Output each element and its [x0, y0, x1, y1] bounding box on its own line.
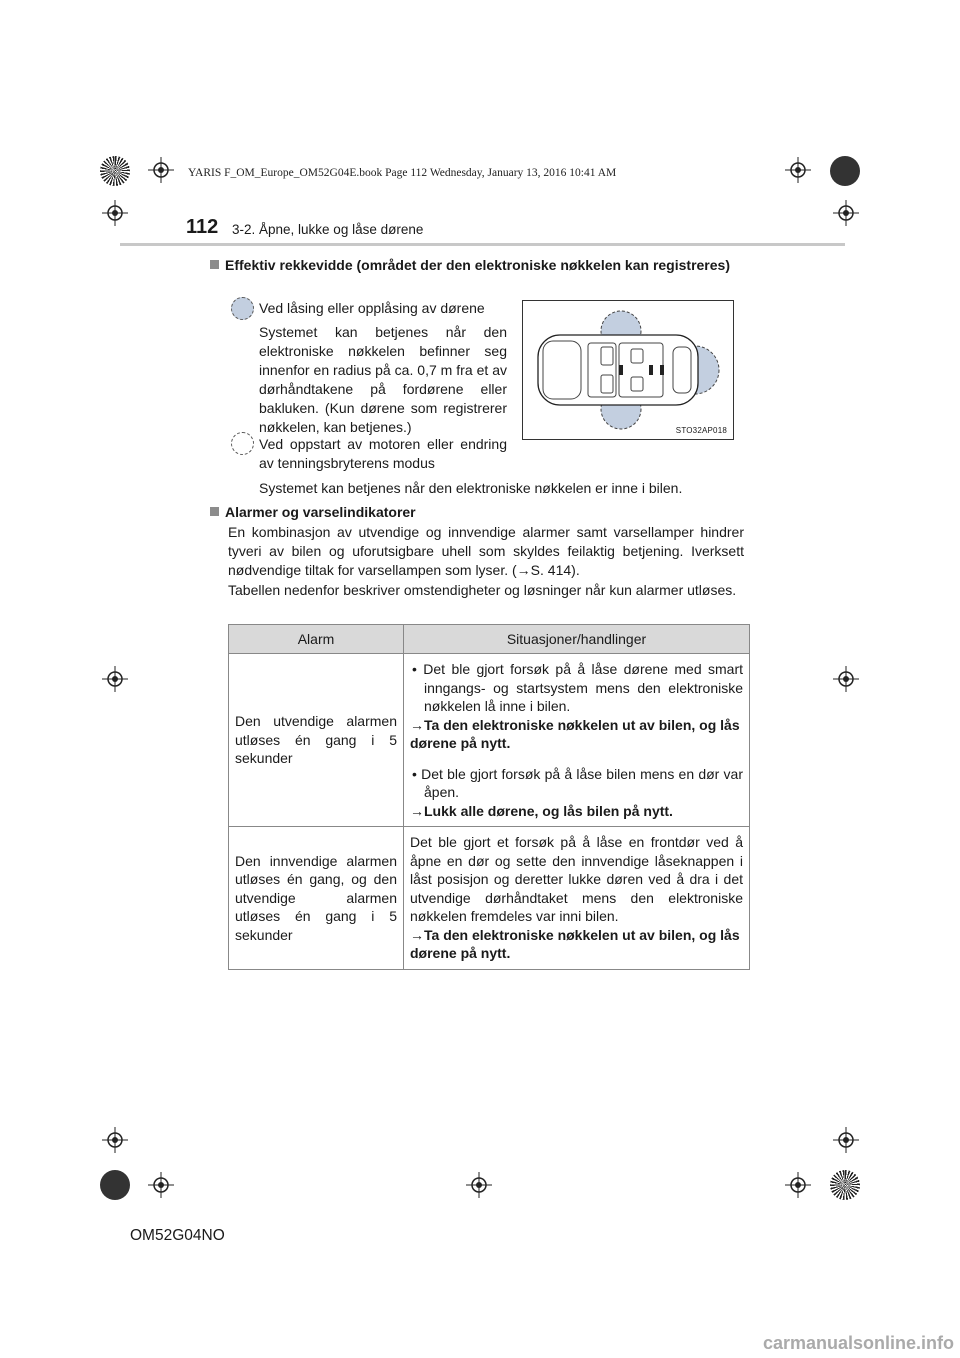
watermark-site: carmanualsonline.info: [762, 1333, 954, 1353]
situation-text: Det ble gjort et forsøk på å låse en frontdør ved å åpne en dør og sette den innvendige låseknappen i låst posisjon og deretter lukke døren ved å dra i det utvendige dørhåndtaket mens den elektroniske nøkkelen fremdeles var inni bilen.: [410, 834, 743, 924]
table-row: [229, 827, 750, 970]
book-meta: YARIS F_OM_Europe_OM52G04E.book Page 112 Wednesday, January 13, 2016 10:41 AM: [188, 167, 617, 179]
range-fill-circle-icon: [231, 297, 254, 320]
table-header-row: [229, 625, 750, 654]
effective-range-heading: Effektiv rekkevidde (området der den elektroniske nøkkelen kan registreres): [210, 256, 744, 275]
car-topview-illustration: [523, 301, 733, 439]
alarms-paragraph: En kombinasjon av utvendige og innvendige alarmer samt varsellamper hindrer tyveri av bilen og uforutsigbare uhell som skyldes feilaktig betjening. Iverksett nødvendige tiltak for varsellampen som lyser. (→S. 414).: [228, 524, 744, 578]
car-range-figure: [522, 300, 734, 440]
situation-bullet: • Det ble gjort forsøk på å låse dørene med smart inngangs- og startsystem mens den elektroniske nøkkelen lå inne i bilen.: [412, 661, 743, 714]
registration-mark: [102, 666, 128, 692]
registration-mark: [785, 157, 811, 183]
situation-cell: [404, 654, 750, 827]
registration-mark: [833, 666, 859, 692]
square-bullet-icon: [210, 507, 219, 516]
range-outline-circle-icon: [231, 432, 254, 455]
registration-mark: [785, 1172, 811, 1198]
situation-cell: [404, 827, 750, 970]
registration-mark: [102, 200, 128, 226]
registration-mark: [148, 1172, 174, 1198]
range-item-title: Ved oppstart av motoren eller endring av tenningsbryterens modus: [259, 436, 507, 471]
situation-bullet: • Det ble gjort forsøk på å låse bilen mens en dør var åpen.: [412, 765, 743, 800]
table-header-cell: Situasjoner/handlinger: [404, 625, 750, 654]
action-text: →Ta den elektroniske nøkkelen ut av bilen, og lås dørene på nytt.: [410, 716, 740, 751]
page-number: 112: [186, 216, 219, 238]
square-bullet-icon: [210, 260, 219, 269]
range-item-text: Systemet kan betjenes når den elektroniske nøkkelen er inne i bilen.: [259, 480, 683, 496]
action-text: →Lukk alle dørene, og lås bilen på nytt.: [410, 802, 673, 819]
registration-mark: [833, 200, 859, 226]
color-wheel-mark: [830, 156, 860, 186]
header-rule: [120, 243, 845, 246]
color-wheel-mark: [100, 156, 130, 186]
figure-code: STO32AP018: [675, 426, 727, 435]
color-wheel-mark: [100, 1170, 130, 1200]
action-text: →Ta den elektroniske nøkkelen ut av bilen, og lås dørene på nytt.: [410, 926, 740, 961]
registration-mark: [833, 1127, 859, 1153]
alarm-table: [228, 624, 750, 970]
table-header-cell: Alarm: [229, 625, 404, 654]
registration-mark: [466, 1172, 492, 1198]
alarm-cell: Den utvendige alarmen utløses én gang i 5 sekunder: [229, 654, 404, 827]
registration-mark: [148, 157, 174, 183]
alarms-paragraph: Tabellen nedenfor beskriver omstendigheter og løsninger når kun alarmer utløses.: [228, 582, 737, 598]
range-item-title: Ved låsing eller opplåsing av dørene: [259, 300, 485, 316]
range-item-text: Systemet kan betjenes når den elektroniske nøkkelen befinner seg innenfor en radius på ca. 0,7 m fra et av dørhåndtakene på fordørene eller bakluken. (Kun dørene som registrerer nøkkelen, kan betjenes.): [259, 324, 507, 435]
registration-mark: [102, 1127, 128, 1153]
section-title: 3-2. Åpne, lukke og låse dørene: [232, 222, 424, 237]
alarm-cell: Den innvendige alarmen utløses én gang, og den utvendige alarmen utløses én gang i 5 sekunder: [229, 827, 404, 970]
table-row: [229, 654, 750, 827]
color-wheel-mark: [830, 1170, 860, 1200]
alarms-heading: Alarmer og varselindikatorer: [210, 503, 416, 522]
document-code: OM52G04NO: [130, 1227, 225, 1244]
